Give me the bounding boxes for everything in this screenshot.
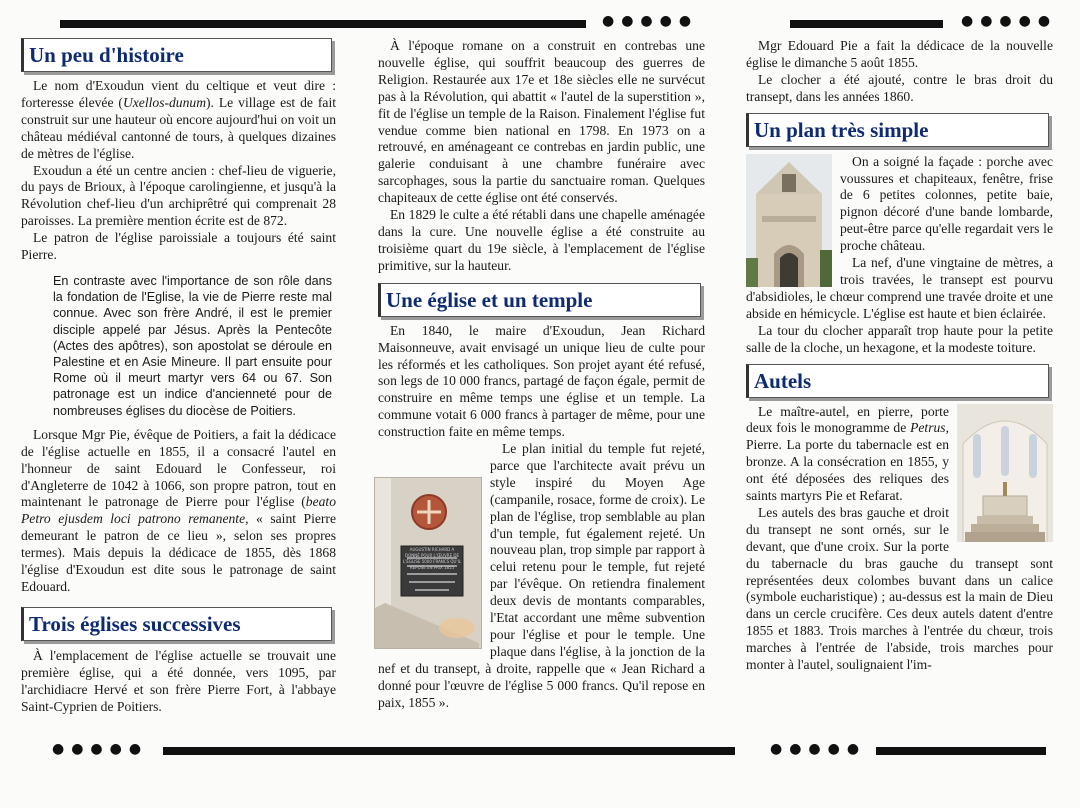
plaque-photo bbox=[374, 477, 482, 649]
heading-box-church-temple bbox=[378, 283, 701, 317]
heading-simple-plan: Un plan très simple bbox=[754, 117, 929, 142]
paragraph-patron: Le patron de l'église paroissiale a toujours été saint Pierre. bbox=[21, 230, 336, 263]
altar-photo bbox=[957, 404, 1053, 542]
quote-saint-pierre: En contraste avec l'importance de son rôle dans la fondation de l'Eglise, la vie de Pierre reste mal connue. Avec son frère André, il est le premier disciple appelé par Jésus. Après la Pentecôte (Actes des apôtres), son apostolat se déroule en Palestine et en Asie Mineure. Il part ensuite pour Rome où il meurt martyr vers 64 ou 67. Son patronage est un indice d'ancienneté pour de nombreuses églises du diocèse de Poitiers. bbox=[53, 273, 332, 418]
paragraph-ancient-center: Exoudun a été un centre ancien : chef-lieu de viguerie, du pays de Brioux, à l'époque carolingienne, et jusqu'à la Révolution chef-lieu d'un archiprêtré qui comprenait 28 paroisses. La première mention écrite est de 872. bbox=[21, 162, 336, 229]
bottom-dots-left: ●●●●● bbox=[52, 741, 149, 757]
top-dots-left: ●●●●● bbox=[602, 13, 699, 29]
paragraph-dedication: Lorsque Mgr Pie, évêque de Poitiers, a fait la dédicace de l'église actuelle en 1855, il a consacré l'autel en l'honneur de saint Edouard le Confesseur, roi d'Angleterre de 1042 à 1066, son propre patron, tout en maintenant le patronage de Pierre pour l'église (beato Petro ejusdem loci patrono remanente, « saint Pierre demeurant le patron de ce lieu », selon ses propres termes). Mais depuis la dédicace de 1855, dès 1868 l'église d'Exoudun est dite sous le patronage de saint Edouard. bbox=[21, 426, 336, 594]
top-bar-left bbox=[60, 20, 586, 28]
paragraph-romanesque: À l'époque romane on a construit en contrebas une nouvelle église, qui souffrit beaucoup des guerres de Religion. Restaurée aux 17e et 18e siècles elle ne survécut pas à la Révolution, qui abattit « l'autel de la superstition », fit de l'église un temple de la Raison. Finalement l'église fut vendue comme bien national en 1798. En 1973 on a retrouvé, en aménageant ce contrebas en jardin public, une galerie conduisant à une chambre funéraire avec sarcophages, sous la partie du sanctuaire roman. Quelques chapiteaux de cette église ont été conservés. bbox=[378, 38, 705, 206]
facade-drawing bbox=[746, 154, 832, 287]
heading-box-simple-plan bbox=[746, 113, 1049, 147]
top-bar-right bbox=[790, 20, 943, 28]
paragraph-1829: En 1829 le culte a été rétabli dans une chapelle aménagée dans la cure. Une nouvelle église a été construite au troisième quart du 19e siècle, à l'emplacement de l'église primitive, sur la hauteur. bbox=[378, 207, 705, 273]
facade-photo bbox=[746, 154, 832, 287]
paragraph-first-church: À l'emplacement de l'église actuelle se trouvait une première église, qui a été donnée, vers 1095, par l'archidiacre Hervé et son frère Pierre Fort, à l'abbaye Saint-Cyprien de Poitiers. bbox=[21, 647, 336, 714]
altar-drawing bbox=[957, 404, 1053, 542]
heading-church-temple: Une église et un temple bbox=[386, 287, 593, 312]
column-3 bbox=[746, 38, 1053, 674]
plaque-inscription: AUGUSTIN RICHARD A DONNÉ POUR L'ŒUVRE DE L'ÉGLISE 5000 FRANCS QU'IL REPOSE EN PAIX 1855 bbox=[403, 547, 461, 571]
heading-box-three-churches bbox=[21, 607, 332, 641]
paragraph-temple-plan: Le plan initial du temple fut rejeté, parce que l'architecte avait prévu un style inspiré du Moyen Age (campanile, rosace, forme de croix). Le plan de l'église, trop semblable au plan d'un temple, fut également rejeté. Un nouveau plan, trop simple par rapport à celui retenu pour le temple, fut rejeté par l'évêque. On retiendra finalement deux devis de montants comparables, l'Etat accordant une même subvention pour l'église et pour le temple. Une plaque dans l'église, à la jonction de la nef et du transept, à droite, rappelle que « Jean Richard a donné pour l'œuvre de l'église 5 000 francs. Qu'il repose en paix, 1855 ». bbox=[378, 441, 705, 710]
paragraph-bell-tower: Le clocher a été ajouté, contre le bras droit du transept, dans les années 1860. bbox=[746, 71, 1053, 104]
bottom-bar-left bbox=[163, 747, 735, 755]
bottom-bar-right bbox=[876, 747, 1046, 755]
top-dots-right: ●●●●● bbox=[961, 13, 1058, 29]
column-2 bbox=[378, 38, 705, 712]
heading-history: Un peu d'histoire bbox=[29, 43, 184, 67]
paragraph-tower: La tour du clocher apparaît trop haute pour la petite salle de la cloche, un hexagone, et la modeste toiture. bbox=[746, 322, 1053, 355]
paragraph-dedication-1855: Mgr Edouard Pie a fait la dédicace de la nouvelle église le dimanche 5 août 1855. bbox=[746, 38, 1053, 70]
heading-altars: Autels bbox=[754, 368, 812, 393]
heading-three-churches: Trois églises successives bbox=[29, 611, 241, 636]
paragraph-1840: En 1840, le maire d'Exoudun, Jean Richard Maisonneuve, avait envisagé un unique lieu de culte pour les réformés et les catholiques. Son projet ayant été refusé, son legs de 10 000 francs, partagé de façon égale, permit de construire en même temps une église et un temple. La commune votait 6 000 francs à partager de même, pour une construction faite en même temps. bbox=[378, 322, 705, 440]
paragraph-facade: On a soigné la façade : porche avec voussures et chapiteaux, fenêtre, frise de 6 petites colonnes, petite baie, pignon décoré d'une bande lombarde, peut-être parce qu'elle regardait vers le proche château. bbox=[840, 153, 1053, 254]
paragraph-nave: La nef, d'une vingtaine de mètres, a trois travées, le transept est pourvu d'absidioles, le chœur comprend une travée droite et une abside en hémicycle. L'église est haute et bien éclairée. bbox=[746, 255, 1053, 321]
column-1 bbox=[21, 38, 336, 715]
paragraph-name-origin: Le nom d'Exoudun vient du celtique et veut dire : forteresse élevée (Uxellos-dunum). Le village est de fait construit sur une hauteur où encore aujourd'hui on voit un château médiéval cantonné de tours, à quelques dizaines de mètres de l'église. bbox=[21, 78, 336, 161]
heading-box-altars bbox=[746, 364, 1049, 398]
heading-box-history bbox=[21, 38, 332, 72]
paragraph-side-altars: Les autels des bras gauche et droit du transept ne sont ornés, sur le devant, que d'une croix. Sur la porte du tabernacle du bras gauche du transept sont représentées deux colombes buvant dans un calice (symbole eucharistique) ; au-dessus est la main de Dieu dans un cercle crucifère. Ces deux autels datent d'entre 1855 et 1883. Trois marches à l'entrée du chœur, trois marches à l'entrée de l'abside, trois marches pour monter à l'autel, soulignaient l'im- bbox=[746, 504, 1053, 673]
paragraph-main-altar: Le maître-autel, en pierre, porte deux fois le monogramme de Petrus, Pierre. La porte du tabernacle est en bronze. A la consécration en 1855, y ont été déposées des reliques des saints martyrs Pie et Refarat. bbox=[746, 403, 949, 504]
bottom-dots-right: ●●●●● bbox=[770, 741, 867, 757]
